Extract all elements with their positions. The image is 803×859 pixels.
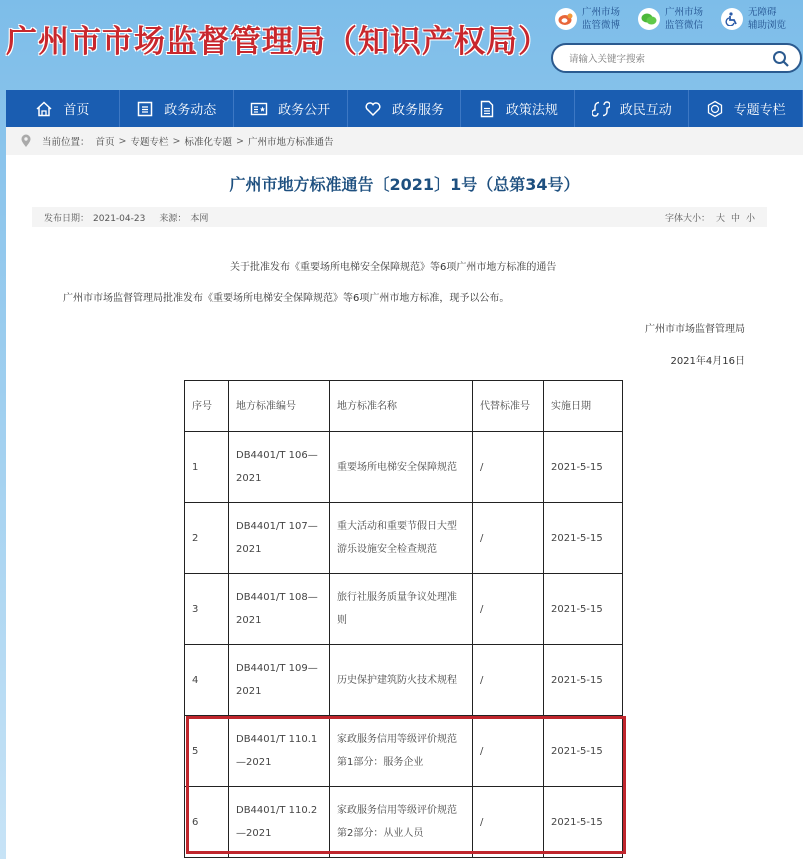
location-pin-icon: [20, 134, 32, 148]
header-no: 序号: [185, 381, 229, 432]
breadcrumb-home[interactable]: 首页: [95, 137, 115, 148]
news-icon: [136, 100, 154, 118]
standards-table: [184, 380, 623, 858]
nav-item-policies[interactable]: 政策法规: [461, 90, 575, 127]
font-size-small[interactable]: 小: [745, 213, 755, 224]
wechat-link[interactable]: 广州市场 监管微信: [638, 6, 707, 32]
notice-body: 广州市市场监督管理局批准发布《重要场所电梯安全保障规范》等6项广州市地方标准，现予以公布。: [63, 293, 510, 304]
search-icon[interactable]: [772, 50, 790, 68]
breadcrumb-prefix: 当前位置：: [42, 137, 90, 148]
search-input[interactable]: [569, 51, 759, 67]
nav-item-home[interactable]: 首页: [6, 90, 120, 127]
interaction-icon: [592, 100, 610, 118]
table-row: 2 DB4401/T 107—2021 重大活动和重要节假日大型游乐设施安全检查规范 / 2021-5-15: [185, 503, 623, 574]
table-row: 4 DB4401/T 109—2021 历史保护建筑防火技术规程 / 2021-5-15: [185, 645, 623, 716]
accessibility-icon: [721, 8, 743, 30]
weibo-icon: [555, 8, 577, 30]
nav-item-news[interactable]: 政务动态: [120, 90, 234, 127]
breadcrumb-current[interactable]: 广州市地方标准通告: [247, 137, 334, 148]
site-header: [0, 0, 803, 90]
source: 本网: [190, 213, 209, 224]
document-icon: [478, 100, 496, 118]
wechat-icon: [638, 8, 660, 30]
header-name: 地方标准名称: [330, 381, 473, 432]
breadcrumb-standardization[interactable]: 标准化专题: [184, 137, 232, 148]
publish-date: 2021-04-23: [93, 213, 146, 224]
font-size-medium[interactable]: 中: [730, 213, 740, 224]
header-date: 实施日期: [544, 381, 623, 432]
nav-item-services[interactable]: 政务服务: [348, 90, 462, 127]
nav-item-open-affairs[interactable]: 政务公开: [234, 90, 348, 127]
site-title[interactable]: 广州市市场监督管理局（知识产权局）: [6, 24, 550, 60]
badge-icon: [706, 100, 724, 118]
header-replaces: 代替标准号: [473, 381, 544, 432]
breadcrumb-special[interactable]: 专题专栏: [130, 137, 169, 148]
font-size-large[interactable]: 大: [715, 213, 725, 224]
article-meta: 发布日期： 2021-04-23 来源： 本网 字体大小： 大 中 小: [32, 207, 767, 227]
table-row: 3 DB4401/T 108—2021 旅行社服务质量争议处理准则 / 2021-5-15: [185, 574, 623, 645]
nav-item-special[interactable]: 专题专栏: [689, 90, 803, 127]
main-nav: [6, 90, 803, 127]
table-row: 5 DB4401/T 110.1—2021 家政服务信用等级评价规范 第1部分：服务企业 / 2021-5-15: [185, 716, 623, 787]
article-title: 广州市地方标准通告〔2021〕1号（总第34号）: [229, 175, 580, 194]
main-content: [6, 90, 803, 859]
breadcrumb: 当前位置： 首页 > 专题专栏 > 标准化专题 > 广州市地方标准通告: [6, 127, 803, 155]
table-row: 1 DB4401/T 106—2021 重要场所电梯安全保障规范 / 2021-5-15: [185, 432, 623, 503]
signature-date: 2021年4月16日: [670, 356, 745, 367]
table-row: 6 DB4401/T 110.2—2021 家政服务信用等级评价规范 第2部分：从业人员 / 2021-5-15: [185, 787, 623, 858]
search-box: [551, 43, 802, 73]
heart-icon: [364, 100, 382, 118]
signature-org: 广州市市场监督管理局: [645, 324, 745, 335]
nav-item-interaction[interactable]: 政民互动: [575, 90, 689, 127]
header-code: 地方标准编号: [229, 381, 330, 432]
weibo-link[interactable]: 广州市场 监管微博: [555, 6, 624, 32]
table-header-row: [185, 381, 623, 432]
notice-subtitle: 关于批准发布《重要场所电梯安全保障规范》等6项广州市地方标准的通告: [230, 262, 557, 273]
open-affairs-icon: [250, 100, 268, 118]
home-icon: [35, 100, 53, 118]
accessibility-link[interactable]: 无障碍 辅助浏览: [721, 6, 790, 32]
quick-links: [555, 6, 790, 32]
